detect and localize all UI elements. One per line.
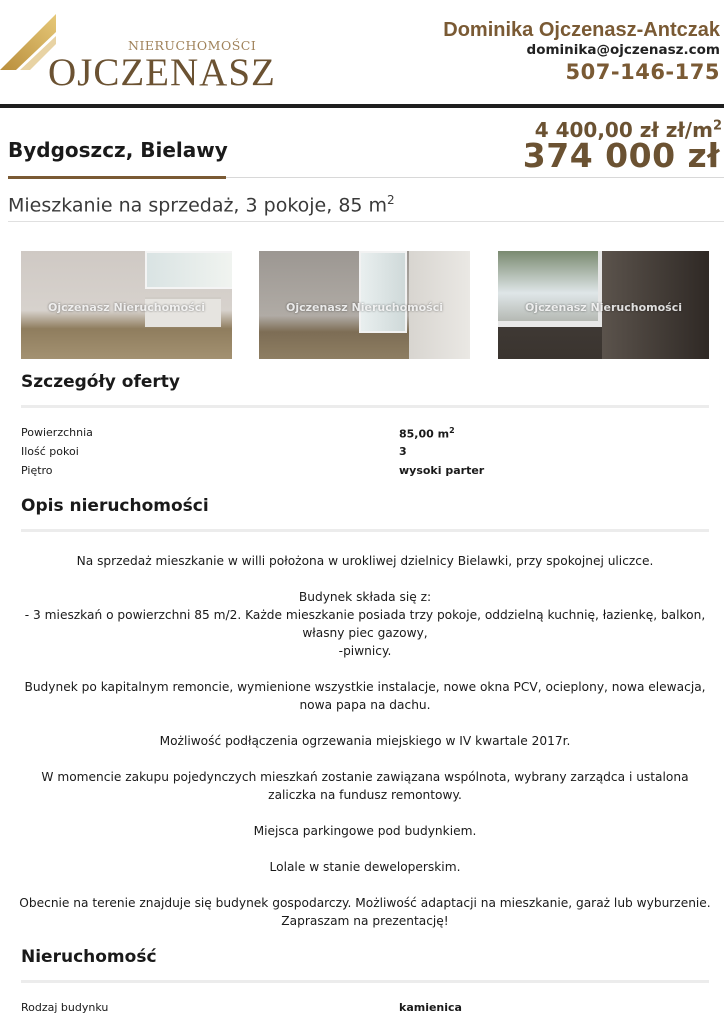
company-logo[interactable] (0, 12, 276, 94)
description-paragraph: Obecnie na terenie znajduje się budynek gospodarczy. Możliwość adaptacji na mieszkanie, garaż lub wyburzenie. Zapraszam na prezentację! (19, 896, 711, 928)
title-accent-rule (8, 176, 226, 179)
details-heading: Szczegóły oferty (21, 372, 180, 392)
title-rule (226, 177, 724, 178)
detail-label: Piętro (21, 464, 53, 477)
agent-name: Dominika Ojczenasz-Antczak (443, 19, 720, 41)
detail-row (21, 464, 709, 482)
logo-title: OJCZENASZ (48, 51, 276, 94)
detail-row (21, 445, 709, 463)
detail-row (21, 426, 709, 444)
description-paragraph: W momencie zakupu pojedynczych mieszkań zostanie zawiązana wspólnota, wybrany zarządca i ustalona zaliczka na fundusz remontowy. (41, 770, 689, 802)
photo-watermark: Ojczenasz Nieruchomości (286, 301, 443, 314)
photo-watermark: Ojczenasz Nieruchomości (48, 301, 205, 314)
detail-value: 85,00 $m^2$ (399, 426, 455, 441)
agent-phone[interactable]: 507-146-175 (565, 60, 720, 84)
agent-email[interactable]: dominika@ojczenasz.com (526, 42, 720, 58)
detail-label: Powierzchnia (21, 426, 93, 439)
description-paragraph: Na sprzedaż mieszkanie w willi położona w urokliwej dzielnicy Bielawki, przy spokojnej uliczce. (76, 554, 654, 568)
price-per-m2: 4 400,00 zł $zł/m^2$ (534, 118, 722, 142)
description-paragraph: Budynek po kapitalnym remoncie, wymienione wszystkie instalacje, nowe okna PCV, ocieplony, nowa elewacja, nowa papa na dachu. (24, 680, 706, 712)
balcony-door-shape (359, 251, 407, 333)
subtitle-rule (8, 221, 724, 222)
property-rule (21, 980, 709, 983)
listing-title-row (0, 108, 724, 180)
detail-label: Ilość pokoi (21, 445, 79, 458)
detail-value: 3 (399, 445, 407, 458)
property-heading: Nieruchomość (21, 947, 157, 967)
details-rule (21, 405, 709, 408)
description-paragraph: Budynek składa się z: - 3 mieszkań o powierzchni 85 m/2. Każde mieszkanie posiada trzy pokoje, oddzielną kuchnię, łazienkę, balkon, własny piec gazowy, -piwnicy. (24, 590, 706, 658)
description-paragraph: Miejsca parkingowe pod budynkiem. (253, 824, 477, 838)
window-shape (498, 251, 602, 327)
photo-3[interactable] (498, 251, 709, 359)
photo-watermark: Ojczenasz Nieruchomości (525, 301, 682, 314)
property-value: kamienica (399, 1001, 462, 1014)
description-paragraph: Możliwość podłączenia ogrzewania miejskiego w IV kwartale 2017r. (159, 734, 571, 748)
property-label: Rodzaj budynku (21, 1001, 109, 1014)
photo-2[interactable] (259, 251, 470, 359)
listing-price: 374 000 zł (522, 136, 720, 175)
description-rule (21, 529, 709, 532)
photo-1[interactable] (21, 251, 232, 359)
detail-value: wysoki parter (399, 464, 485, 477)
window-shape (145, 251, 232, 289)
description-body (16, 552, 714, 948)
property-row (21, 1001, 709, 1019)
description-paragraph: Lolale w stanie deweloperskim. (269, 860, 461, 874)
header (0, 0, 724, 104)
agent-contact (443, 18, 720, 85)
logo-subtitle: NIERUCHOMOŚCI (128, 38, 257, 53)
listing-location: Bydgoszcz, Bielawy (8, 138, 228, 162)
listing-subtitle: Mieszkanie na sprzedaż, 3 pokoje, 85 $m^2$ (8, 193, 395, 217)
description-heading: Opis nieruchomości (21, 496, 209, 516)
